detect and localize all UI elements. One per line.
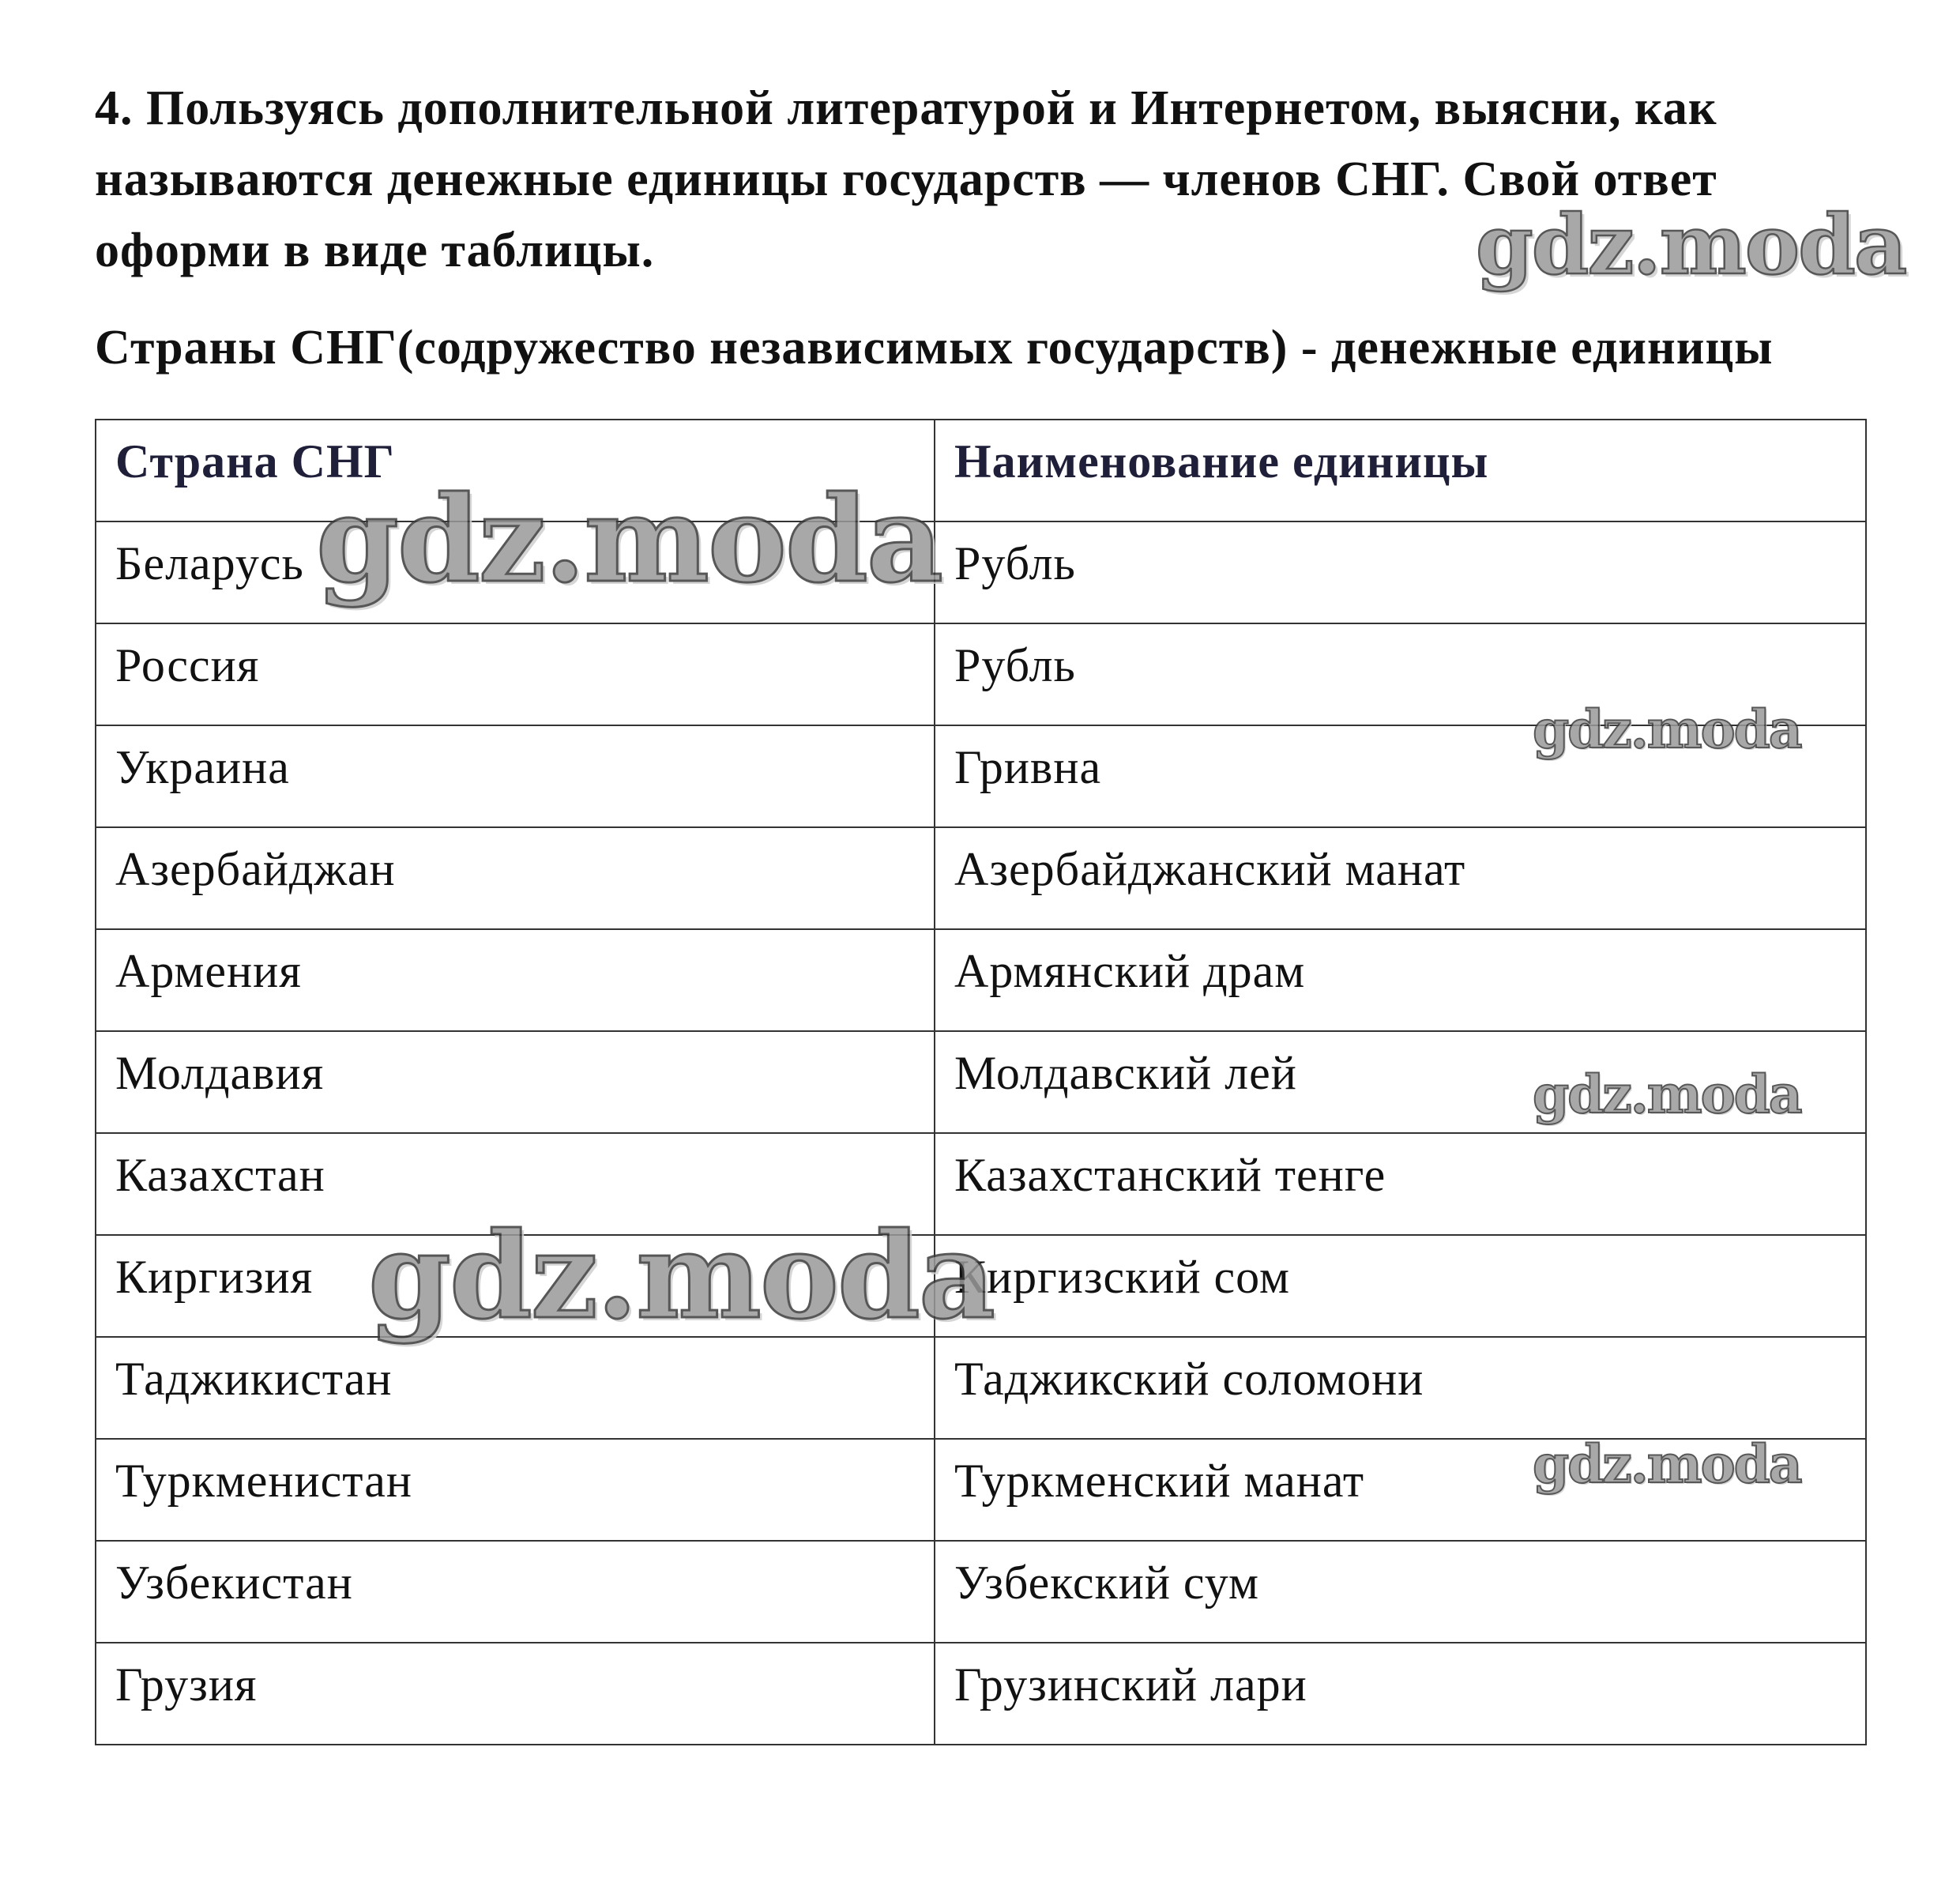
header-country: Страна СНГ (96, 420, 935, 521)
table-row (96, 521, 1866, 623)
table-row (96, 1235, 1866, 1337)
currency-cell: Грузинский лари (935, 1643, 1866, 1745)
table-row (96, 1439, 1866, 1541)
watermark: gdz.moda (1533, 1433, 1801, 1495)
country-cell: Армения (96, 929, 935, 1031)
currency-cell: Узбекский сум (935, 1541, 1866, 1643)
currency-cell: Гривна (935, 725, 1866, 827)
currency-table (95, 419, 1867, 1745)
table-row (96, 1643, 1866, 1745)
country-cell: Грузия (96, 1643, 935, 1745)
currency-cell: Туркменский манат (935, 1439, 1866, 1541)
currency-cell: Молдавский лей (935, 1031, 1866, 1133)
country-cell: Азербайджан (96, 827, 935, 929)
country-cell: Беларусь (96, 521, 935, 623)
table-row (96, 623, 1866, 725)
country-cell: Таджикистан (96, 1337, 935, 1439)
task-statement: 4. Пользуясь дополнительной литературой и Интернетом, выясни, как называются денежные единицы государств — членов СНГ. Свой ответ оформи в виде таблицы. (95, 81, 1717, 277)
country-cell: Украина (96, 725, 935, 827)
watermark: gdz.moda (1476, 196, 1906, 293)
header-currency: Наименование единицы (935, 420, 1866, 521)
table-row (96, 1031, 1866, 1133)
currency-cell: Казахстанский тенге (935, 1133, 1866, 1235)
country-cell: Казахстан (96, 1133, 935, 1235)
currency-cell: Рубль (935, 521, 1866, 623)
currency-cell: Армянский драм (935, 929, 1866, 1031)
table-header-row (96, 420, 1866, 521)
country-cell: Туркменистан (96, 1439, 935, 1541)
table-row (96, 827, 1866, 929)
table-row (96, 1337, 1866, 1439)
currency-cell: Рубль (935, 623, 1866, 725)
watermark: gdz.moda (1533, 1064, 1801, 1125)
table-row (96, 1541, 1866, 1643)
currency-cell: Киргизский сом (935, 1235, 1866, 1337)
country-cell: Россия (96, 623, 935, 725)
country-cell: Киргизия (96, 1235, 935, 1337)
currency-cell: Таджикский соломони (935, 1337, 1866, 1439)
table-row (96, 1133, 1866, 1235)
watermark: gdz.moda (368, 1207, 995, 1346)
table-caption: Страны СНГ(содружество независимых государств) - денежные единицы (95, 321, 1774, 375)
country-cell: Узбекистан (96, 1541, 935, 1643)
country-cell: Молдавия (96, 1031, 935, 1133)
currency-cell: Азербайджанский манат (935, 827, 1866, 929)
table-row (96, 929, 1866, 1031)
watermark: gdz.moda (1533, 698, 1801, 760)
watermark: gdz.moda (316, 470, 942, 609)
table-row (96, 725, 1866, 827)
